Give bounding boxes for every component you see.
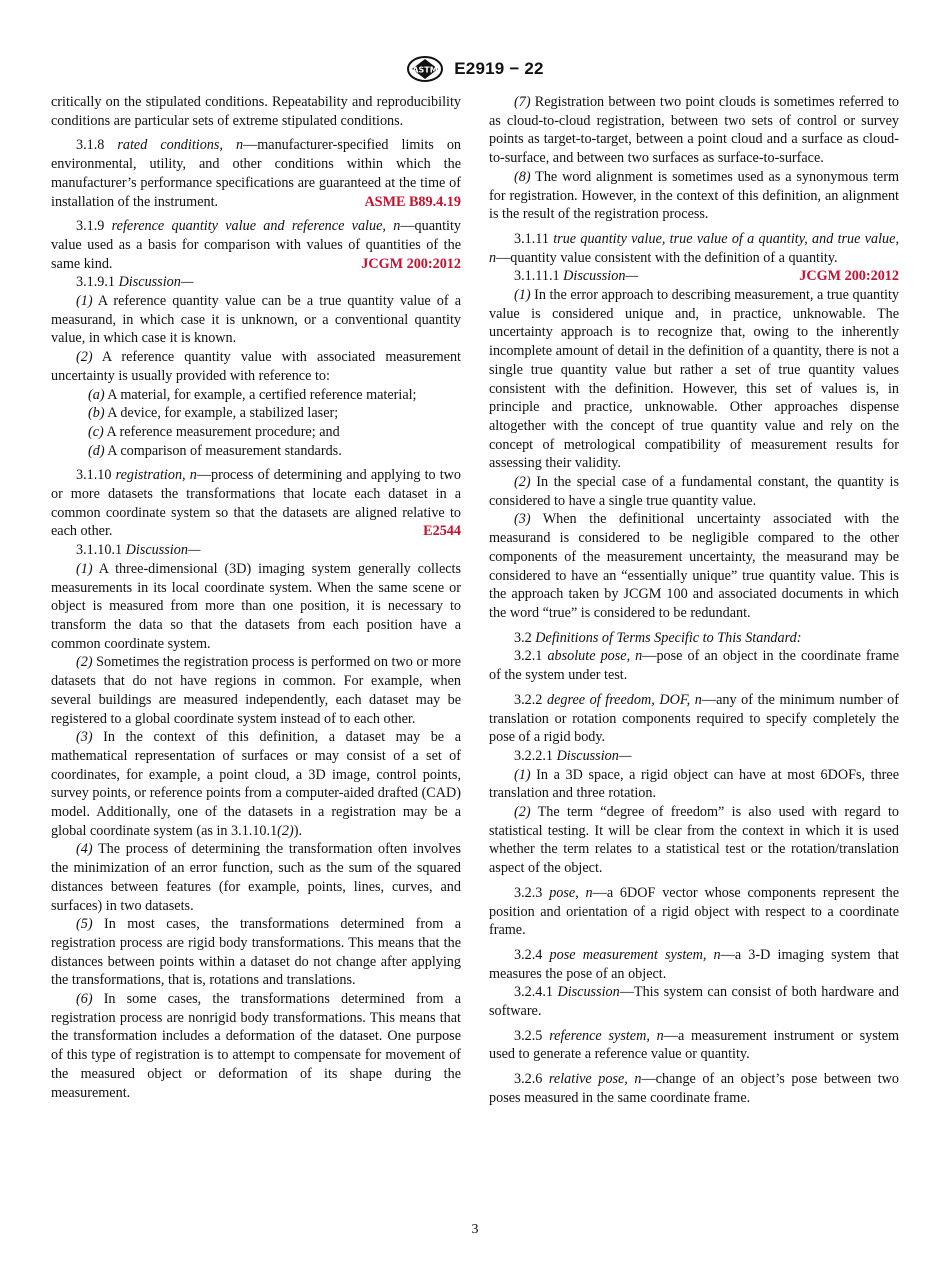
discussion-item: (1) A three-dimensional (3D) imaging system generally collects measurements in its local coordinate system. When the same scene or object is measured from more than one position, it is necessary to transform the data so that the datasets from each position have a common coordinate system.: [51, 560, 461, 652]
list-item: (d) A comparison of measurement standards.: [88, 442, 342, 459]
reference-link[interactable]: JCGM 200:2012: [799, 268, 899, 285]
discussion-heading: 3.1.11.1 Discussion—: [514, 268, 639, 285]
reference-link[interactable]: JCGM 200:2012: [361, 255, 461, 272]
page-number: 3: [471, 1222, 479, 1237]
discussion-item: (1) In the error approach to describing measurement, a true quantity value is considered unique and, in practice, unknowable. The uncertainty approach is to recognize that, owing to the inherently incomplete amount of detail in the definition of a quantity, there is not a single true quantity value but rather a set of true quantity values consistent with the definition. However, this set of values is, in principle and practice, unknowable. Other approaches dispense altogether with the concept of true quantity value and rely on the concept of metrological compatibility of measurement results for assessing their validity.: [489, 287, 899, 472]
definition-3-1-9: 3.1.9 reference quantity value and reference value, n—quantity value used as a basis for comparison with values of quantities of the same kind. JCGM 200:2012: [51, 218, 461, 272]
discussion-item: (6) In some cases, the transformations determined from a registration process are nonrigid body transformations. This means that the transformation includes a deformation of the dataset. One purpose of this type of registration is to attempt to compensate for movement of the measured object or deformation of its shape during the measurement.: [51, 991, 461, 1101]
discussion-item: (1) A reference quantity value can be a true quantity value of a measurand, in which case it is unknown, or a conventional quantity value, in which case it is known.: [51, 293, 461, 347]
definition-3-2-2: 3.2.2 degree of freedom, DOF, n—any of the minimum number of translation or rotation components required to specify completely the pose of a rigid body.: [489, 691, 899, 746]
definition-3-2-6: 3.2.6 relative pose, n—change of an object’s pose between two poses measured in the same coordinate frame.: [489, 1071, 899, 1106]
definition-3-2-5: 3.2.5 reference system, n—a measurement instrument or system used to generate a reference value or quantity.: [489, 1027, 899, 1063]
section-3-2-heading: 3.2 Definitions of Terms Specific to This Standard:: [514, 629, 802, 646]
discussion-item: (2) Sometimes the registration process is performed on two or more datasets that do not have regions in common. For example, when several buildings are measured independently, each dataset may be registered to a global coordinate system instead of to each other.: [51, 654, 461, 727]
discussion-item: (8) The word alignment is sometimes used as a synonymous term for registration. However, in the context of this definition, an alignment is the result of the registration process.: [489, 168, 899, 223]
discussion-heading: 3.1.10.1 Discussion—: [76, 542, 201, 559]
discussion-item: (5) In most cases, the transformations determined from a registration process are rigid body transformations. This means that the distances between points within a dataset do not change after applying the transformations, that is, rotations and translations.: [51, 916, 461, 989]
discussion-heading: 3.2.2.1 Discussion—: [514, 747, 632, 764]
discussion-item: (3) When the definitional uncertainty associated with the measurand is considered to be negligible compared to the other components of the measurement uncertainty, the measurand may be considered to have an “essentially unique” true quantity value. This is the approach taken by JCGM 100 and associated documents in which the word “true” is considered to be redundant.: [489, 511, 899, 621]
definition-3-1-11: 3.1.11 true quantity value, true value of a quantity, and true value, n—quantity value consistent with the definition of a quantity. JCGM 200:2012: [489, 230, 899, 285]
reference-link[interactable]: E2544: [423, 523, 461, 540]
list-item: (a) A material, for example, a certified reference material;: [88, 386, 417, 403]
page-header: [0, 55, 950, 85]
discussion-item: (7) Registration between two point clouds is sometimes referred to as cloud-to-cloud registration, between two sets of control or survey points as target-to-target, between a point cloud and a surface as cloud-to-surface, and between two surfaces as surface-to-surface.: [489, 94, 899, 167]
definition-3-2-3: 3.2.3 pose, n—a 6DOF vector whose components represent the position and orientation of a rigid object with respect to a coordinate frame.: [489, 884, 900, 939]
discussion-3-2-4-1: 3.2.4.1 Discussion—This system can consist of both hardware and software.: [489, 984, 899, 1020]
definition-3-2-4: 3.2.4 pose measurement system, n—a 3-D imaging system that measures the pose of an object.: [489, 946, 900, 982]
definition-3-1-10: 3.1.10 registration, n—process of determining and applying to two or more datasets the transformations that locate each dataset in a common coordinate system so that the datasets are aligned relative to each other. E2544: [51, 467, 462, 540]
definition-3-2-1: 3.2.1 absolute pose, n—pose of an object in the coordinate frame of the system under test.: [489, 648, 900, 684]
discussion-item: (4) The process of determining the transformation often involves the minimization of an error function, such as the sum of the squared distances between features (for example, points, lines, curves, and surfaces) in two datasets.: [51, 841, 461, 914]
list-item: (c) A reference measurement procedure; and: [88, 423, 340, 440]
discussion-item: (3) In the context of this definition, a dataset may be a mathematical representation of surfaces or may consist of a set of coordinates, for example, a point cloud, a 3D image, control points, survey points, or reference points from a computer-aided drafted (CAD) model. Additionally, one of the datasets in a registration may be a global coordinate system (as in 3.1.10.1(2)).: [51, 729, 461, 839]
right-column: [489, 93, 899, 1108]
discussion-item: (2) A reference quantity value with associated measurement uncertainty is usually provided with reference to:: [51, 349, 461, 384]
paragraph-continuation: critically on the stipulated conditions. Repeatability and reproducibility conditions are particular sets of extreme stipulated conditions.: [51, 94, 461, 129]
definition-3-1-8: 3.1.8 rated conditions, n—manufacturer-specified limits on environmental, utility, and other conditions within which the manufacturer’s performance specifications are guaranteed at the time of installation of the instrument. ASME B89.4.19: [51, 137, 462, 210]
discussion-item: (2) The term “degree of freedom” is also used with regard to statistical testing. It will be clear from the context in which it is used whether the term relates to a statistical test or the rotation/translation aspect of the object.: [489, 804, 899, 877]
left-column: [51, 93, 461, 1102]
reference-link[interactable]: ASME B89.4.19: [364, 193, 461, 210]
list-item: (b) A device, for example, a stabilized laser;: [88, 405, 339, 422]
discussion-heading: 3.1.9.1 Discussion—: [76, 274, 194, 291]
discussion-item: (2) In the special case of a fundamental constant, the quantity is considered to have a single true quantity value.: [489, 474, 899, 509]
astm-logo-icon: [406, 55, 444, 83]
document-id: E2919 − 22: [454, 59, 544, 78]
svg-text:ASTM: ASTM: [412, 65, 438, 75]
discussion-item: (1) In a 3D space, a rigid object can have at most 6DOFs, three translation and three rotation.: [489, 766, 899, 802]
